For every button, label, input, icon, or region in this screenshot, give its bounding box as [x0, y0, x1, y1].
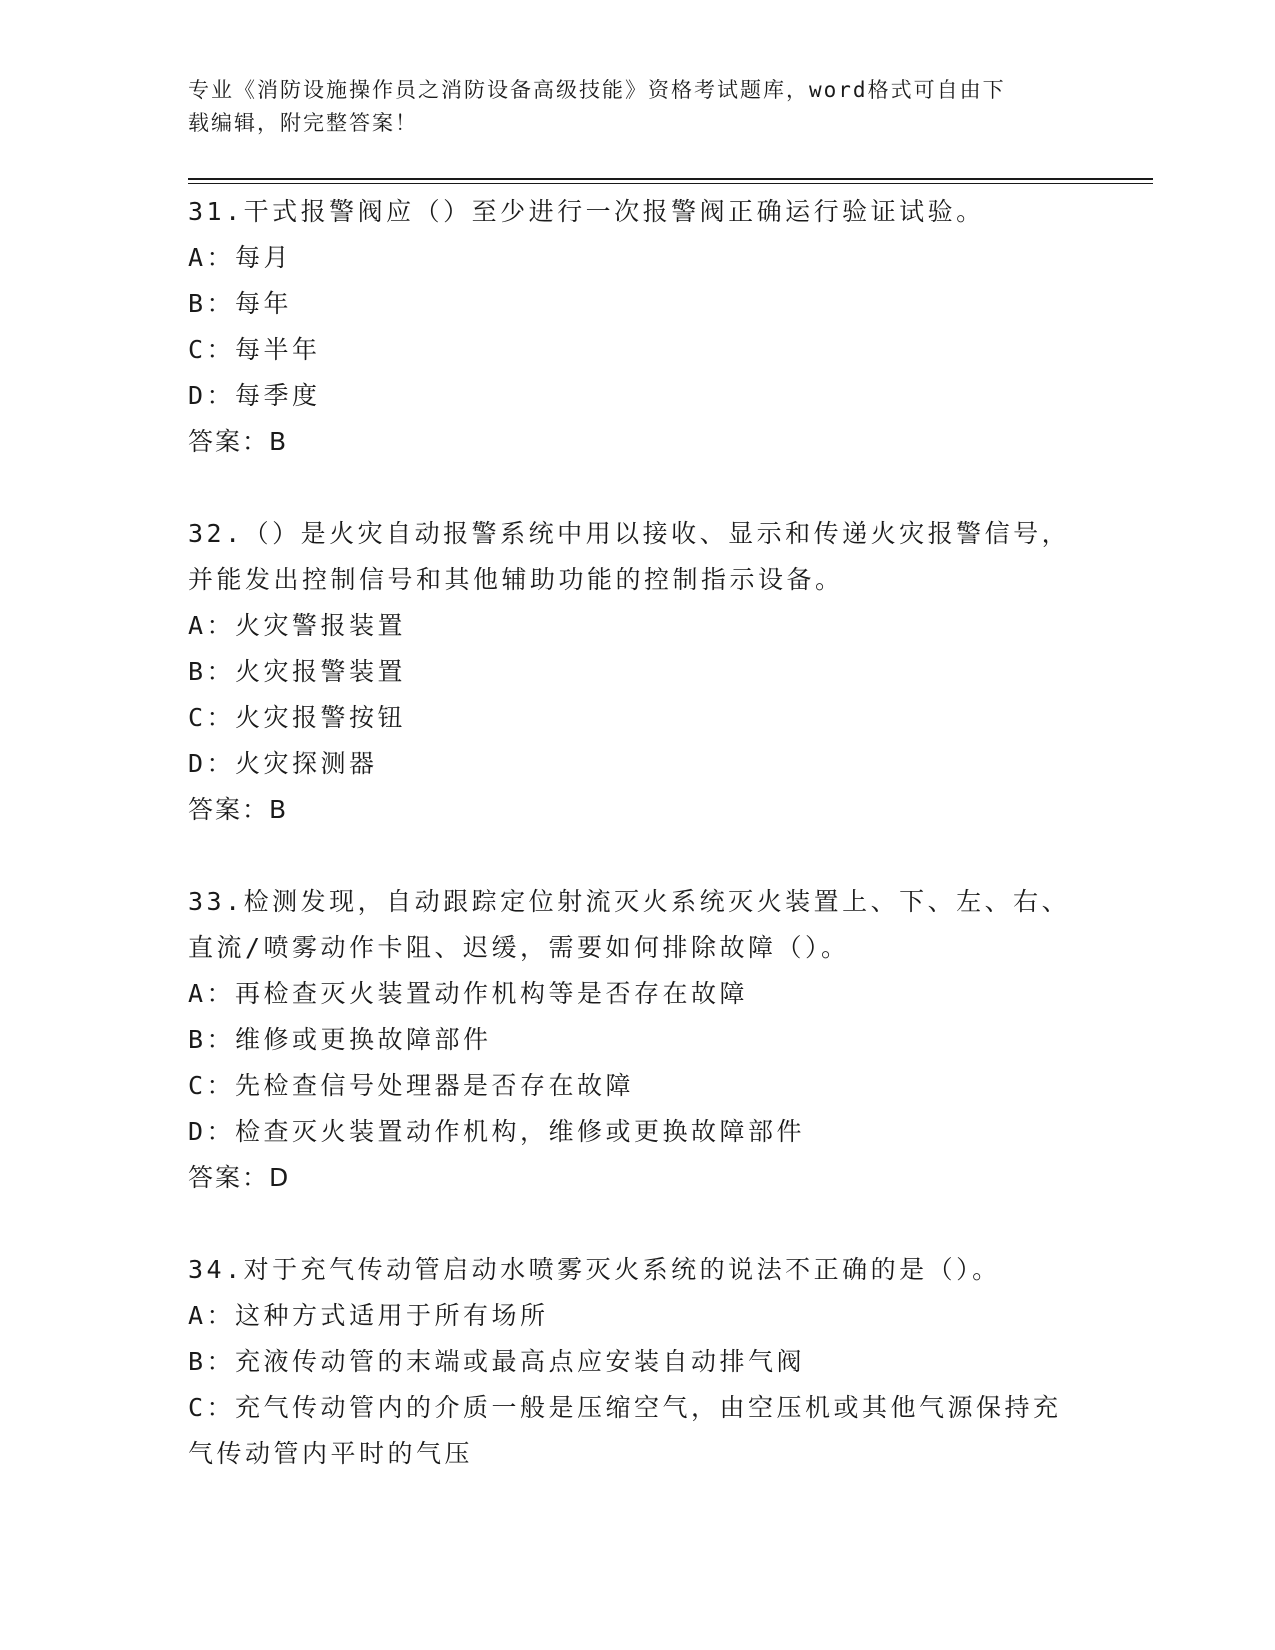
option-d: D：每季度: [188, 381, 321, 410]
option-b: B：充液传动管的末端或最高点应安装自动排气阀: [188, 1347, 806, 1376]
option-c-continued: 气传动管内平时的气压: [188, 1439, 474, 1468]
header-divider-thin: [188, 183, 1153, 184]
option-d: D：火灾探测器: [188, 749, 378, 778]
question-stem: 34.对于充气传动管启动水喷雾灭火系统的说法不正确的是（）。: [188, 1255, 1001, 1284]
header-line-2: 载编辑，附完整答案！: [188, 111, 418, 135]
question-34: [188, 1247, 1088, 1477]
answer: 答案：B: [188, 795, 289, 824]
question-stem-continued: 并能发出控制信号和其他辅助功能的控制指示设备。: [188, 565, 844, 594]
question-stem: 33.检测发现，自动跟踪定位射流灭火系统灭火装置上、下、左、右、: [188, 887, 1071, 916]
option-b: B：火灾报警装置: [188, 657, 407, 686]
question-31: [188, 189, 1088, 465]
question-stem: 31.干式报警阀应（）至少进行一次报警阀正确运行验证试验。: [188, 197, 985, 226]
option-c: C：火灾报警按钮: [188, 703, 407, 732]
document-header: [188, 74, 1068, 140]
option-a: A：再检查灭火装置动作机构等是否存在故障: [188, 979, 749, 1008]
option-a: A：这种方式适用于所有场所: [188, 1301, 549, 1330]
option-c: C：每半年: [188, 335, 321, 364]
answer: 答案：B: [188, 427, 289, 456]
option-d: D：检查灭火装置动作机构，维修或更换故障部件: [188, 1117, 806, 1146]
question-stem: 32.（）是火灾自动报警系统中用以接收、显示和传递火灾报警信号，: [188, 519, 1071, 548]
option-b: B：每年: [188, 289, 293, 318]
option-c: C：先检查信号处理器是否存在故障: [188, 1071, 635, 1100]
question-list: [188, 189, 1088, 1523]
option-c: C：充气传动管内的介质一般是压缩空气，由空压机或其他气源保持充: [188, 1393, 1062, 1422]
question-33: [188, 879, 1088, 1201]
option-b: B：维修或更换故障部件: [188, 1025, 492, 1054]
answer: 答案：D: [188, 1163, 291, 1192]
header-divider-thick: [188, 178, 1153, 180]
question-stem-continued: 直流/喷雾动作卡阻、迟缓，需要如何排除故障（）。: [188, 933, 850, 962]
document-page: [188, 0, 1153, 1650]
question-32: [188, 511, 1088, 833]
option-a: A：每月: [188, 243, 293, 272]
header-line-1: 专业《消防设施操作员之消防设备高级技能》资格考试题库，word格式可自由下: [188, 78, 1006, 102]
option-a: A：火灾警报装置: [188, 611, 407, 640]
